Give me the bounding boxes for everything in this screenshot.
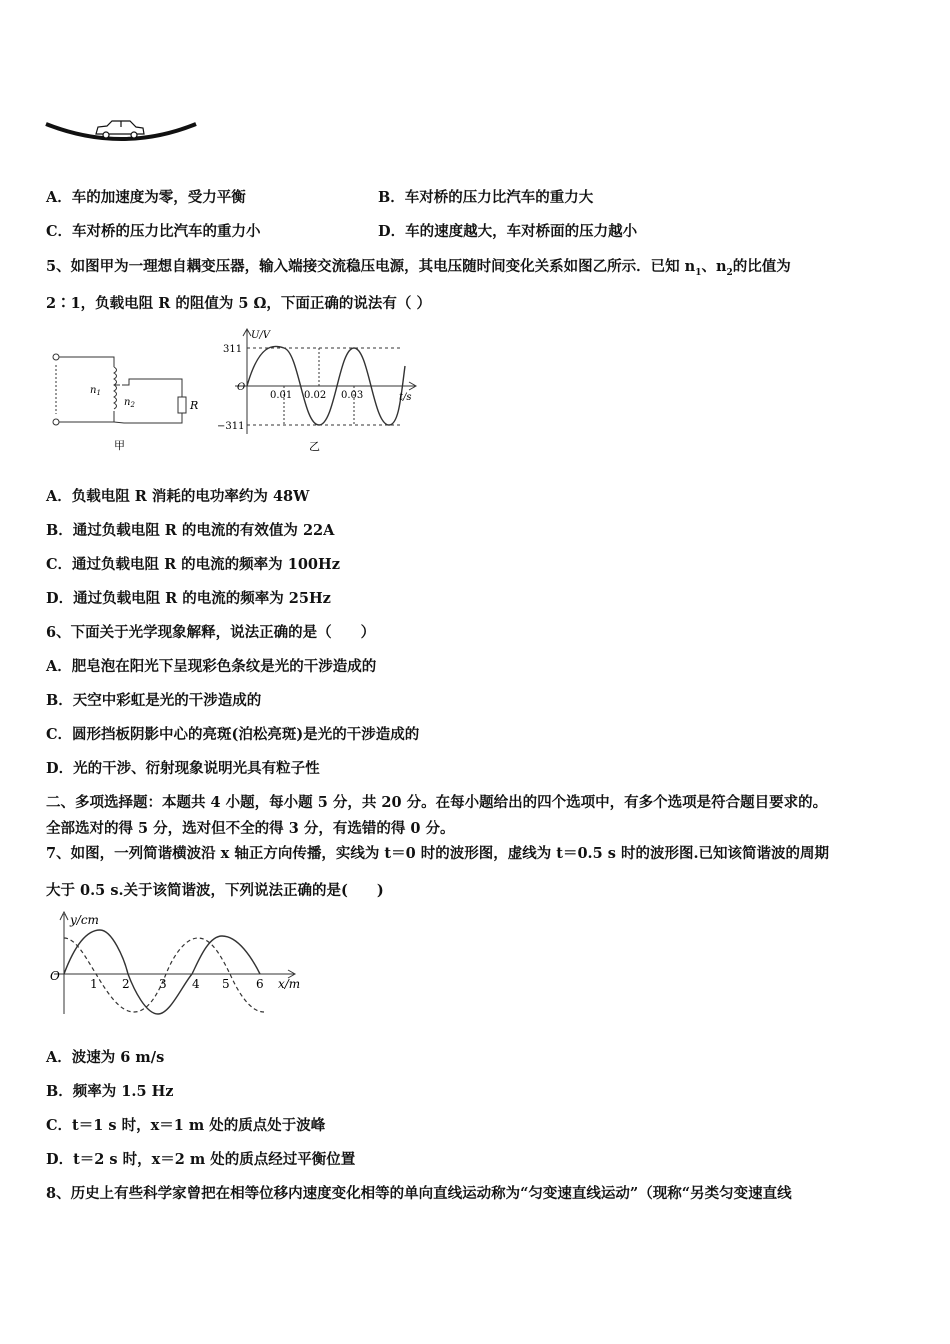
svg-text:0.01: 0.01: [270, 390, 293, 401]
q4-option-b: B．车对桥的压力比汽车的重力大: [378, 189, 594, 206]
q8-stem-line1: 8、历史上有些科学家曾把在相等位移内速度变化相等的单向直线运动称为“匀变速直线运动”（现称“另类匀变速直线: [46, 1185, 792, 1202]
svg-text:5: 5: [222, 977, 230, 991]
svg-text:6: 6: [256, 977, 264, 991]
q7-option-d: D．t＝2 s 时，x＝2 m 处的质点经过平衡位置: [46, 1151, 356, 1168]
q4-option-d: D．车的速度越大，车对桥面的压力越小: [378, 223, 638, 240]
q7-stem-line2: 大于 0.5 s.关于该简谐波，下列说法正确的是( ): [46, 882, 384, 899]
svg-text:甲: 甲: [114, 439, 125, 452]
svg-text:R: R: [190, 399, 199, 412]
svg-text:t/s: t/s: [399, 392, 412, 403]
svg-text:O: O: [237, 382, 246, 393]
svg-text:3: 3: [159, 977, 167, 991]
section2-header-line1: 二、多项选择题：本题共 4 小题，每小题 5 分，共 20 分。在每小题给出的四个选项中，有多个选项是符合题目要求的。: [46, 794, 828, 811]
svg-text:4: 4: [192, 977, 200, 991]
svg-text:y/cm: y/cm: [70, 913, 99, 927]
svg-text:1: 1: [90, 977, 98, 991]
q5-stem-line1: 5、如图甲为一理想自耦变压器，输入端接交流稳压电源，其电压随时间变化关系如图乙所示．已知 $n_1$、$n_2$的比值为: [46, 258, 791, 278]
q5-option-c: C．通过负载电阻 R 的电流的频率为 100Hz: [46, 556, 340, 573]
q4-option-c: C．车对桥的压力比汽车的重力小: [46, 223, 261, 240]
svg-text:n1: $n_1$: [90, 385, 101, 397]
voltage-time-graph: [215, 326, 425, 456]
svg-text:n2: $n_2$: [124, 397, 135, 409]
wave-graph: [46, 908, 316, 1018]
q7-stem-line1: 7、如图，一列简谐横波沿 x 轴正方向传播，实线为 t＝0 时的波形图，虚线为 t＝0.5 s 时的波形图.已知该简谐波的周期: [46, 845, 829, 862]
car-icon: [96, 121, 144, 138]
q7-option-b: B．频率为 1.5 Hz: [46, 1083, 174, 1100]
q4-option-a: A．车的加速度为零，受力平衡: [46, 189, 246, 206]
svg-text:311: 311: [223, 344, 243, 355]
q6-option-b: B．天空中彩虹是光的干涉造成的: [46, 692, 262, 709]
svg-text:乙: 乙: [309, 440, 320, 453]
q6-stem: 6、下面关于光学现象解释，说法正确的是（ ）: [46, 624, 376, 641]
transformer-circuit-figure: [44, 345, 204, 455]
svg-text:2: 2: [122, 977, 130, 991]
q7-option-a: A．波速为 6 m/s: [46, 1049, 165, 1066]
svg-text:0.02: 0.02: [304, 390, 327, 401]
q5-option-d: D．通过负载电阻 R 的电流的频率为 25Hz: [46, 590, 331, 607]
q6-option-c: C．圆形挡板阴影中心的亮斑(泊松亮斑)是光的干涉造成的: [46, 726, 420, 743]
q6-option-d: D．光的干涉、衍射现象说明光具有粒子性: [46, 760, 320, 777]
section2-header-line2: 全部选对的得 5 分，选对但不全的得 3 分，有选错的得 0 分。: [46, 820, 455, 837]
svg-text:U/V: U/V: [251, 330, 271, 341]
q6-option-a: A．肥皂泡在阳光下呈现彩色条纹是光的干涉造成的: [46, 658, 377, 675]
q7-option-c: C．t＝1 s 时，x＝1 m 处的质点处于波峰: [46, 1117, 326, 1134]
svg-text:0.03: 0.03: [341, 390, 364, 401]
q5-option-b: B．通过负载电阻 R 的电流的有效值为 22A: [46, 522, 335, 539]
svg-text:x/m: x/m: [278, 977, 301, 991]
svg-text:O: O: [50, 969, 60, 983]
q5-stem-line2: 2∶1，负载电阻 R 的阻值为 5 Ω，下面正确的说法有（ ）: [46, 295, 431, 312]
q5-option-a: A．负载电阻 R 消耗的电功率约为 48W: [46, 488, 310, 505]
car-on-bridge-figure: [44, 110, 204, 150]
svg-text:−311: −311: [217, 421, 245, 432]
